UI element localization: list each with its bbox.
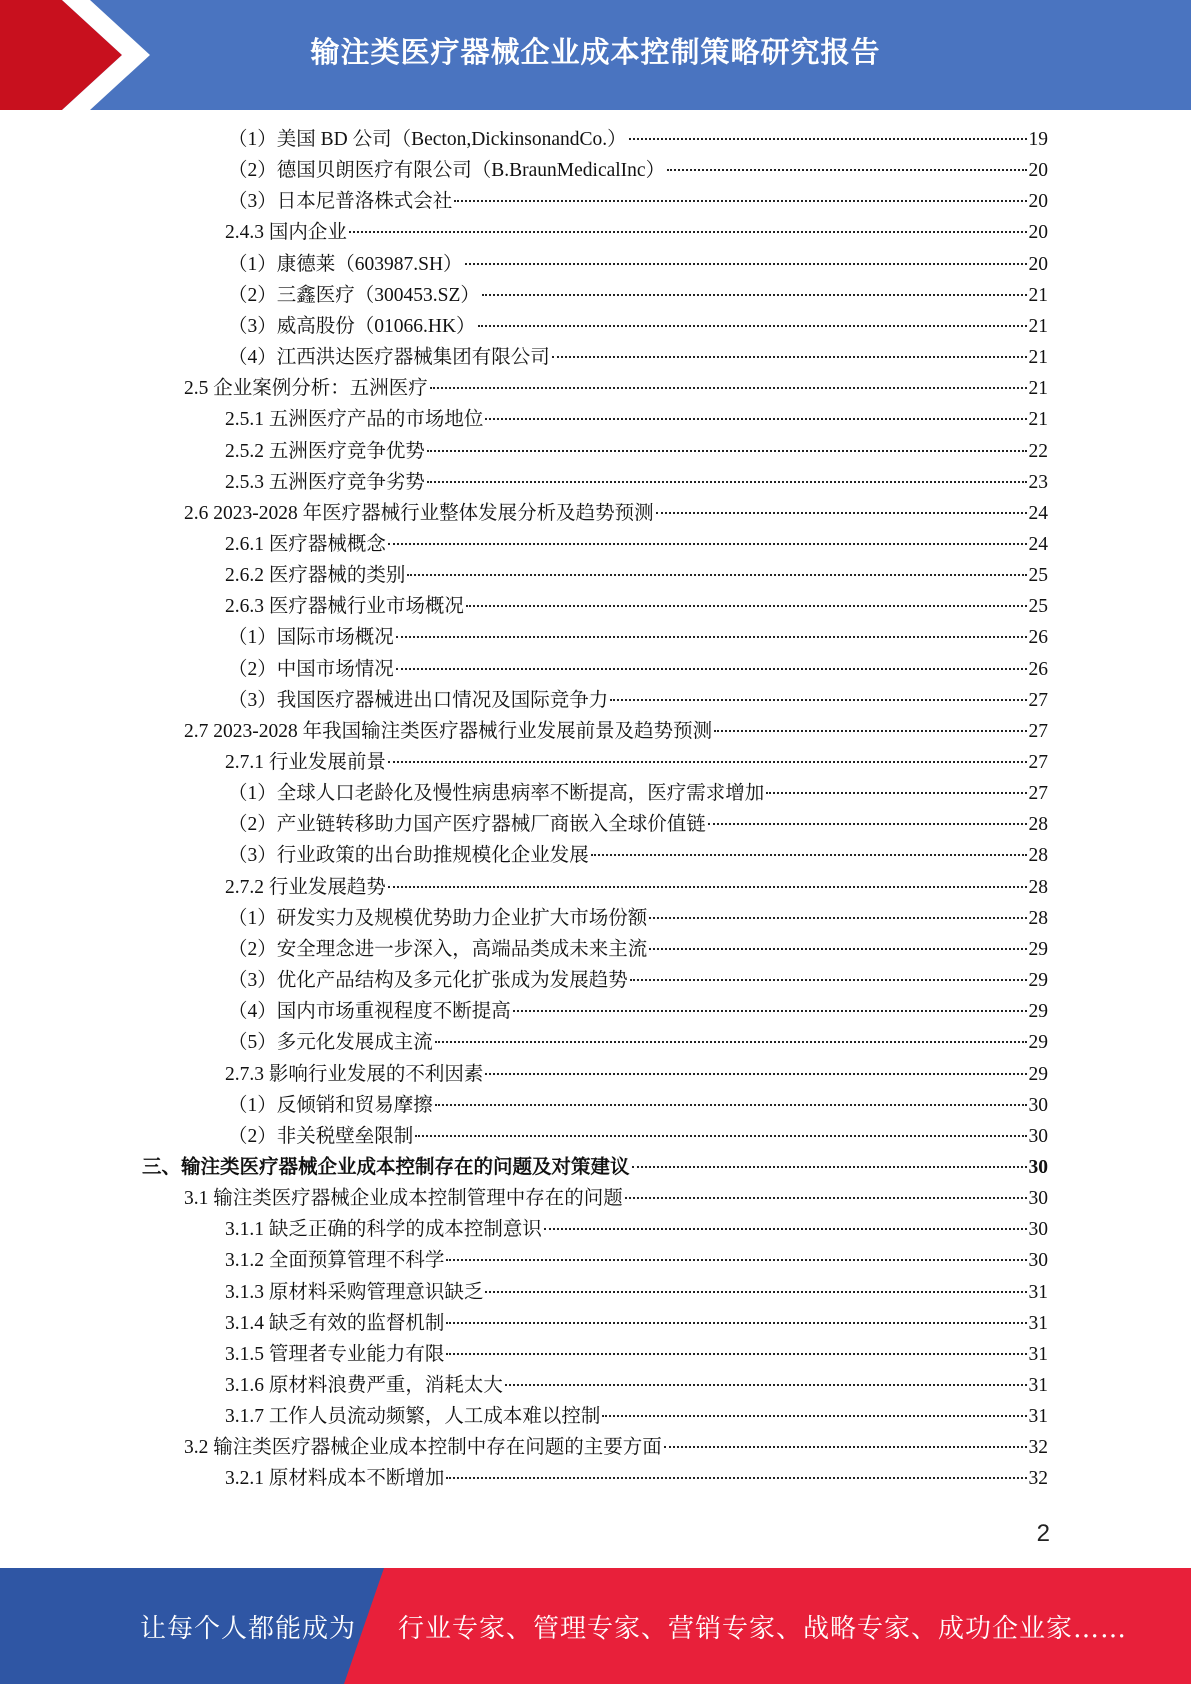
toc-entry-label: 2.7.2 行业发展趋势 bbox=[225, 876, 386, 898]
toc-entry-label: （4）江西洪达医疗器械集团有限公司 bbox=[228, 347, 550, 369]
toc-entry-label: （2）中国市场情况 bbox=[228, 658, 394, 680]
toc-entry-page: 27 bbox=[1028, 689, 1048, 711]
toc-leader-dots bbox=[388, 761, 1027, 763]
toc-entry-page: 30 bbox=[1028, 1094, 1048, 1116]
toc-entry[interactable] bbox=[184, 1187, 1048, 1211]
toc-entry-label: 2.5 企业案例分析：五洲医疗 bbox=[184, 378, 428, 400]
toc-entry-label: （2）三鑫医疗（300453.SZ） bbox=[228, 284, 480, 306]
toc-entry-label: 2.7.3 影响行业发展的不利因素 bbox=[225, 1063, 484, 1085]
toc-entry-label: （2）德国贝朗医疗有限公司（B.BraunMedicalInc） bbox=[228, 160, 666, 182]
toc-entry-page: 21 bbox=[1028, 315, 1048, 337]
toc-entry[interactable] bbox=[184, 1436, 1048, 1460]
toc-entry-label: （3）行业政策的出台助推规模化企业发展 bbox=[228, 845, 589, 867]
toc-entry-label: 2.7.1 行业发展前景 bbox=[225, 752, 386, 773]
toc-entry[interactable] bbox=[225, 408, 1048, 432]
toc-entry-label: 3.1.3 原材料采购管理意识缺乏 bbox=[225, 1281, 484, 1303]
toc-entry[interactable] bbox=[225, 1467, 1048, 1491]
toc-leader-dots bbox=[427, 481, 1027, 483]
toc-entry[interactable] bbox=[225, 471, 1048, 495]
toc-entry-page: 31 bbox=[1028, 1406, 1048, 1428]
toc-entry-page: 32 bbox=[1028, 1468, 1048, 1490]
toc-leader-dots bbox=[632, 1166, 1027, 1168]
toc-entry[interactable] bbox=[228, 1031, 1048, 1055]
toc-entry-page: 22 bbox=[1028, 440, 1048, 462]
toc-entry[interactable] bbox=[228, 346, 1048, 370]
toc-entry[interactable] bbox=[228, 1094, 1048, 1118]
toc-leader-dots bbox=[388, 543, 1027, 545]
toc-entry-page: 21 bbox=[1028, 409, 1048, 431]
toc-entry[interactable] bbox=[228, 844, 1048, 868]
toc-leader-dots bbox=[396, 668, 1027, 670]
toc-entry-label: 2.6.2 医疗器械的类别 bbox=[225, 565, 406, 587]
toc-leader-dots bbox=[446, 1322, 1026, 1324]
toc-entry[interactable] bbox=[184, 720, 1048, 744]
toc-entry-page: 27 bbox=[1028, 720, 1048, 742]
toc-leader-dots bbox=[349, 231, 1027, 233]
toc-leader-dots bbox=[610, 699, 1026, 701]
toc-entry-label: （3）优化产品结构及多元化扩张成为发展趋势 bbox=[228, 970, 628, 992]
toc-entry-page: 31 bbox=[1028, 1375, 1048, 1396]
toc-leader-dots bbox=[388, 886, 1027, 888]
report-title: 输注类医疗器械企业成本控制策略研究报告 bbox=[310, 34, 881, 69]
page-header bbox=[0, 0, 1191, 110]
toc-entry-page: 30 bbox=[1028, 1250, 1048, 1272]
toc-entry-page: 27 bbox=[1028, 783, 1048, 805]
toc-entry-label: 2.5.2 五洲医疗竞争优势 bbox=[225, 440, 425, 462]
toc-entry-label: （1）国际市场概况 bbox=[228, 627, 394, 649]
toc-entry[interactable] bbox=[228, 253, 1048, 277]
toc-entry-page: 30 bbox=[1028, 1188, 1048, 1210]
toc-entry[interactable] bbox=[225, 876, 1048, 900]
toc-leader-dots bbox=[396, 636, 1027, 638]
toc-leader-dots bbox=[482, 294, 1027, 296]
toc-entry[interactable] bbox=[225, 1374, 1048, 1398]
toc-entry-label: （4）国内市场重视程度不断提高 bbox=[228, 1001, 511, 1023]
toc-entry-label: 3.1.7 工作人员流动频繁，人工成本难以控制 bbox=[225, 1406, 601, 1428]
toc-entry-label: 三、输注类医疗器械企业成本控制存在的问题及对策建议 bbox=[142, 1156, 630, 1178]
toc-entry[interactable] bbox=[225, 1405, 1048, 1429]
toc-entry-label: 3.2 输注类医疗器械企业成本控制中存在问题的主要方面 bbox=[184, 1437, 662, 1459]
toc-entry-page: 29 bbox=[1028, 1032, 1048, 1054]
toc-entry[interactable] bbox=[228, 813, 1048, 837]
toc-entry-page: 21 bbox=[1028, 284, 1048, 306]
toc-leader-dots bbox=[485, 1073, 1026, 1075]
toc-entry-label: 2.6 2023-2028 年医疗器械行业整体发展分析及趋势预测 bbox=[184, 502, 654, 524]
toc-entry-label: （1）研发实力及规模优势助力企业扩大市场份额 bbox=[228, 907, 648, 929]
toc-entry[interactable] bbox=[228, 689, 1048, 713]
toc-leader-dots bbox=[649, 917, 1026, 919]
toc-entry-page: 28 bbox=[1028, 907, 1048, 929]
toc-entry-page: 31 bbox=[1028, 1281, 1048, 1303]
toc-entry[interactable] bbox=[225, 564, 1048, 588]
toc-entry[interactable] bbox=[225, 221, 1048, 245]
toc-entry[interactable] bbox=[225, 1281, 1048, 1305]
toc-entry-label: （3）日本尼普洛株式会社 bbox=[228, 191, 453, 213]
toc-leader-dots bbox=[485, 418, 1026, 420]
toc-entry[interactable] bbox=[228, 969, 1048, 993]
toc-entry[interactable] bbox=[225, 751, 1048, 775]
toc-entry-label: 2.6.3 医疗器械行业市场概况 bbox=[225, 596, 464, 618]
page-footer bbox=[0, 1568, 1191, 1684]
toc-entry-label: 2.5.1 五洲医疗产品的市场地位 bbox=[225, 409, 484, 431]
toc-entry[interactable] bbox=[228, 128, 1048, 152]
toc-entry[interactable] bbox=[228, 1125, 1048, 1149]
toc-leader-dots bbox=[446, 1353, 1026, 1355]
toc-entry-label: 2.7 2023-2028 年我国输注类医疗器械行业发展前景及趋势预测 bbox=[184, 720, 713, 742]
toc-leader-dots bbox=[466, 605, 1027, 607]
toc-leader-dots bbox=[766, 792, 1026, 794]
toc-entry-label: 3.2.1 原材料成本不断增加 bbox=[225, 1468, 445, 1490]
toc-entry-page: 21 bbox=[1028, 378, 1048, 400]
toc-leader-dots bbox=[708, 823, 1027, 825]
toc-leader-dots bbox=[407, 574, 1026, 576]
toc-leader-dots bbox=[454, 200, 1026, 202]
toc-entry-label: 3.1.4 缺乏有效的监督机制 bbox=[225, 1312, 445, 1334]
toc-entry[interactable] bbox=[228, 159, 1048, 183]
toc-entry-page: 30 bbox=[1028, 1125, 1048, 1147]
toc-entry[interactable] bbox=[225, 533, 1048, 557]
toc-leader-dots bbox=[714, 730, 1026, 732]
toc-entry-page: 24 bbox=[1028, 533, 1048, 555]
toc-entry-page: 31 bbox=[1028, 1343, 1048, 1365]
toc-leader-dots bbox=[630, 979, 1027, 981]
toc-entry-page: 29 bbox=[1028, 938, 1048, 960]
toc-leader-dots bbox=[430, 387, 1027, 389]
toc-entry-page: 20 bbox=[1028, 253, 1048, 275]
toc-leader-dots bbox=[435, 1104, 1027, 1106]
toc-entry-page: 27 bbox=[1028, 752, 1048, 773]
toc-entry-label: （2）非关税壁垒限制 bbox=[228, 1125, 414, 1147]
toc-entry-page: 20 bbox=[1028, 222, 1048, 244]
toc-entry-label: （1）美国 BD 公司（Becton,DickinsonandCo.） bbox=[228, 129, 627, 150]
toc-entry-label: 3.1.5 管理者专业能力有限 bbox=[225, 1343, 445, 1365]
footer-slogan-left: 让每个人都能成为 bbox=[140, 1614, 357, 1644]
toc-leader-dots bbox=[435, 1041, 1027, 1043]
toc-entry[interactable] bbox=[228, 284, 1048, 308]
toc-leader-dots bbox=[649, 948, 1026, 950]
toc-entry[interactable] bbox=[225, 1218, 1048, 1242]
toc-entry-page: 29 bbox=[1028, 1001, 1048, 1023]
toc-entry-label: 3.1 输注类医疗器械企业成本控制管理中存在的问题 bbox=[184, 1188, 623, 1210]
toc-leader-dots bbox=[415, 1135, 1026, 1137]
toc-entry-page: 24 bbox=[1028, 502, 1048, 524]
toc-leader-dots bbox=[656, 512, 1027, 514]
toc-leader-dots bbox=[667, 169, 1026, 171]
toc-entry-label: （2）安全理念进一步深入，高端品类成未来主流 bbox=[228, 938, 648, 960]
toc-entry-page: 31 bbox=[1028, 1312, 1048, 1334]
toc-entry[interactable] bbox=[228, 938, 1048, 962]
toc-entry[interactable] bbox=[184, 377, 1048, 401]
toc-leader-dots bbox=[465, 263, 1027, 265]
toc-leader-dots bbox=[513, 1010, 1027, 1012]
toc-entry-page: 28 bbox=[1028, 845, 1048, 867]
toc-leader-dots bbox=[446, 1477, 1026, 1479]
toc-entry-page: 20 bbox=[1028, 160, 1048, 182]
toc-leader-dots bbox=[664, 1446, 1027, 1448]
toc-entry-page: 29 bbox=[1028, 970, 1048, 992]
toc-leader-dots bbox=[552, 356, 1027, 358]
toc-entry-label: （2）产业链转移助力国产医疗器械厂商嵌入全球价值链 bbox=[228, 814, 706, 836]
page-number: 2 bbox=[1036, 1520, 1050, 1547]
toc-leader-dots bbox=[478, 325, 1027, 327]
toc-leader-dots bbox=[505, 1384, 1027, 1386]
toc-leader-dots bbox=[591, 854, 1027, 856]
footer-slogan-right: 行业专家、管理专家、营销专家、战略专家、成功企业家…… bbox=[398, 1614, 1128, 1644]
toc-entry[interactable] bbox=[184, 502, 1048, 526]
toc-entry-page: 29 bbox=[1028, 1063, 1048, 1085]
toc-entry-page: 25 bbox=[1028, 565, 1048, 587]
toc-entry[interactable] bbox=[228, 782, 1048, 806]
toc-entry[interactable] bbox=[228, 658, 1048, 682]
toc-entry-label: 3.1.6 原材料浪费严重，消耗太大 bbox=[225, 1375, 503, 1396]
toc-entry[interactable] bbox=[225, 595, 1048, 619]
toc-entry-label: （3）我国医疗器械进出口情况及国际竞争力 bbox=[228, 689, 609, 711]
toc-entry-label: （3）威高股份（01066.HK） bbox=[228, 315, 476, 337]
toc-leader-dots bbox=[544, 1228, 1027, 1230]
toc-entry-page: 26 bbox=[1028, 658, 1048, 680]
toc-entry-label: （1）反倾销和贸易摩擦 bbox=[228, 1094, 433, 1116]
toc-entry[interactable] bbox=[225, 1249, 1048, 1273]
toc-leader-dots bbox=[446, 1259, 1026, 1261]
toc-entry-label: 2.4.3 国内企业 bbox=[225, 222, 347, 244]
toc-entry-page: 32 bbox=[1028, 1437, 1048, 1459]
toc-leader-dots bbox=[625, 1197, 1027, 1199]
toc-entry-label: 2.6.1 医疗器械概念 bbox=[225, 533, 386, 555]
toc-entry-label: （1）全球人口老龄化及慢性病患病率不断提高，医疗需求增加 bbox=[228, 783, 765, 805]
toc-leader-dots bbox=[485, 1291, 1026, 1293]
toc-entry-page: 21 bbox=[1028, 347, 1048, 369]
toc-entry[interactable] bbox=[225, 1343, 1048, 1367]
toc-entry[interactable] bbox=[228, 190, 1048, 214]
toc-entry-label: （1）康德莱（603987.SH） bbox=[228, 253, 463, 275]
toc-entry-label: 3.1.2 全面预算管理不科学 bbox=[225, 1250, 445, 1272]
toc-entry[interactable] bbox=[225, 1312, 1048, 1336]
toc-entry[interactable] bbox=[225, 440, 1048, 464]
toc-entry-page: 28 bbox=[1028, 814, 1048, 836]
toc-entry[interactable] bbox=[228, 315, 1048, 339]
toc-entry[interactable] bbox=[228, 626, 1048, 650]
toc-leader-dots bbox=[427, 450, 1027, 452]
toc-entry-page: 20 bbox=[1028, 191, 1048, 213]
toc-entry[interactable] bbox=[228, 1000, 1048, 1024]
toc-entry-label: （5）多元化发展成主流 bbox=[228, 1032, 433, 1054]
toc-entry[interactable] bbox=[225, 1063, 1048, 1087]
toc-entry-page: 26 bbox=[1028, 627, 1048, 649]
toc-entry-page: 19 bbox=[1028, 129, 1048, 150]
toc-entry-label: 2.5.3 五洲医疗竞争劣势 bbox=[225, 471, 425, 493]
toc-entry[interactable] bbox=[228, 907, 1048, 931]
toc-entry-label: 3.1.1 缺乏正确的科学的成本控制意识 bbox=[225, 1219, 542, 1241]
toc-leader-dots bbox=[602, 1415, 1026, 1417]
toc-entry-page: 28 bbox=[1028, 876, 1048, 898]
toc-entry-page: 30 bbox=[1028, 1156, 1048, 1178]
toc-entry-page: 30 bbox=[1028, 1219, 1048, 1241]
toc-entry[interactable] bbox=[142, 1156, 1048, 1180]
toc-entry-page: 25 bbox=[1028, 596, 1048, 618]
toc-leader-dots bbox=[629, 138, 1027, 140]
toc-entry-page: 23 bbox=[1028, 471, 1048, 493]
